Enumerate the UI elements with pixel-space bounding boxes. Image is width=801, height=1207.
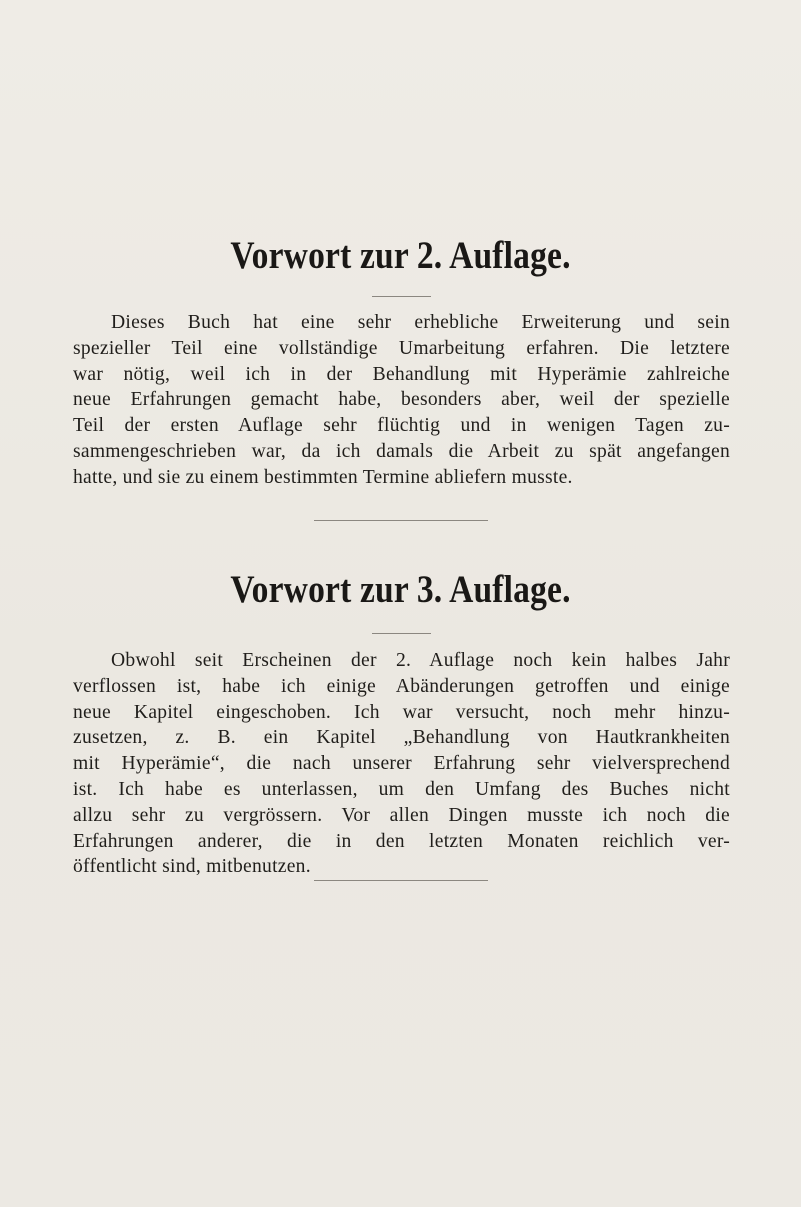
text-line: sammengeschrieben war, da ich damals die Arbeit zu spät angefangen [73,440,730,462]
text-line: mit Hyperämie“, die nach unserer Erfahrung sehr vielversprechend [73,753,730,775]
section-divider-rule [314,520,488,521]
text-line: allzu sehr zu vergrössern. Vor allen Dingen musste ich noch die [73,804,730,826]
text-line: öffentlicht sind, mitbenutzen. [73,856,311,878]
text-line: neue Kapitel eingeschoben. Ich war versucht, noch mehr hinzu- [73,701,730,723]
paragraph-vorwort-2 [73,310,730,491]
text-line: war nötig, weil ich in der Behandlung mit Hyperämie zahlreiche [73,363,730,385]
text-line: ist. Ich habe es unterlassen, um den Umfang des Buches nicht [73,778,730,800]
paragraph-vorwort-3 [73,648,730,880]
short-rule [372,633,431,634]
text-line: Teil der ersten Auflage sehr flüchtig und in wenigen Tagen zu- [73,415,730,437]
heading-vorwort-2-auflage: Vorwort zur 2. Auflage. [230,234,571,277]
heading-vorwort-3-auflage: Vorwort zur 3. Auflage. [230,568,571,611]
text-line: spezieller Teil eine vollständige Umarbeitung erfahren. Die letztere [73,337,730,359]
short-rule [372,296,431,297]
text-line: neue Erfahrungen gemacht habe, besonders aber, weil der spezielle [73,389,730,411]
text-line: Dieses Buch hat eine sehr erhebliche Erweiterung und sein [111,312,730,333]
text-line: hatte, und sie zu einem bestimmten Termine abliefern musste. [73,466,573,488]
text-line: Obwohl seit Erscheinen der 2. Auflage noch kein halbes Jahr [111,650,730,671]
text-line: Erfahrungen anderer, die in den letzten Monaten reichlich ver- [73,830,730,852]
closing-rule [314,880,488,881]
text-line: verflossen ist, habe ich einige Abänderungen getroffen und einige [73,675,730,697]
text-line: zusetzen, z. B. ein Kapitel „Behandlung von Hautkrankheiten [73,727,730,749]
